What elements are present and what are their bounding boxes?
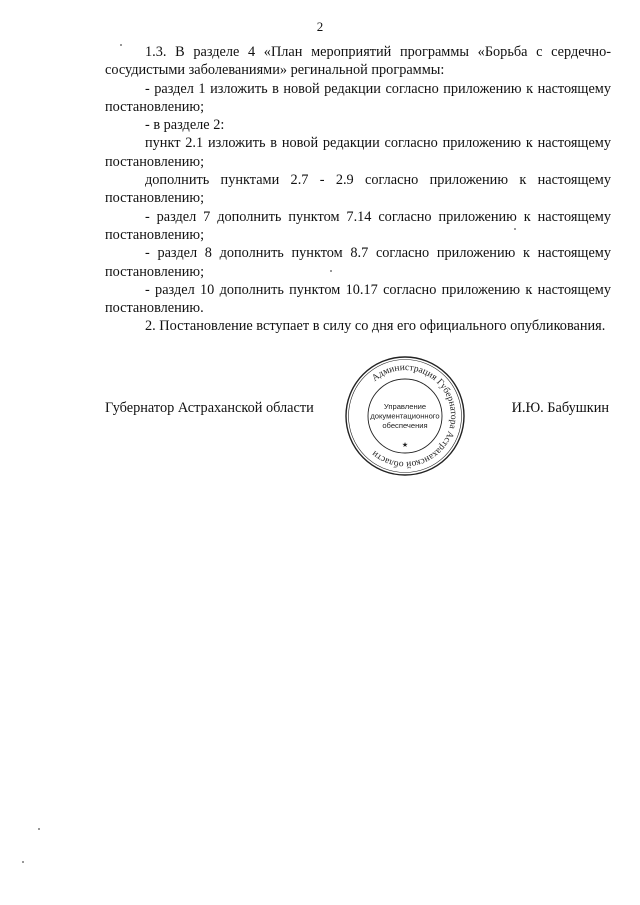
document-body — [105, 43, 611, 336]
list-item-razdel-8: - раздел 8 дополнить пунктом 8.7 согласно приложению к настоящему постановлению; — [105, 245, 611, 280]
list-item-razdel-7: - раздел 7 дополнить пунктом 7.14 согласно приложению к настоящему постановлению; — [105, 208, 611, 243]
list-item-dopolnit: дополнить пунктами 2.7 - 2.9 согласно приложению к настоящему постановлению; — [105, 172, 611, 207]
seal-center-line-1: Управление — [383, 402, 427, 411]
scan-speck — [22, 861, 24, 863]
list-item-razdel-10: - раздел 10 дополнить пунктом 10.17 согласно приложению к настоящему постановлению. — [105, 281, 611, 317]
list-item-punkt-2-1: пункт 2.1 изложить в новой редакции согласно приложению к настоящему постановлению; — [105, 135, 611, 170]
seal-graphic — [343, 354, 467, 478]
seal-center-line-3: обеспечения — [382, 421, 428, 430]
scan-speck — [514, 228, 516, 230]
seal-outer-text: Администрация Губернатора Астраханской области — [370, 362, 459, 470]
list-item-razdel-1: - раздел 1 изложить в новой редакции согласно приложению к настоящему постановлению; — [105, 80, 611, 115]
scan-speck — [120, 44, 122, 46]
list-item-v-razdele-2: - в разделе 2: — [145, 117, 225, 134]
seal-star-icon: ★ — [401, 442, 409, 449]
official-seal — [343, 354, 467, 478]
signatory-position: Губернатор Астраханской области — [105, 400, 314, 416]
seal-center-line-2: документационного — [370, 411, 440, 421]
paragraph-1-3: 1.3. В разделе 4 «План мероприятий программы «Борьба с сердечно-сосудистыми заболеваниями» регинальной программы: — [105, 44, 611, 79]
page-number: 2 — [316, 19, 324, 34]
scan-speck — [330, 270, 332, 272]
paragraph-2: 2. Постановление вступает в силу со дня его официального опубликования. — [145, 318, 606, 335]
signatory-name: И.Ю. Бабушкин — [511, 400, 609, 416]
scan-speck — [38, 828, 40, 830]
